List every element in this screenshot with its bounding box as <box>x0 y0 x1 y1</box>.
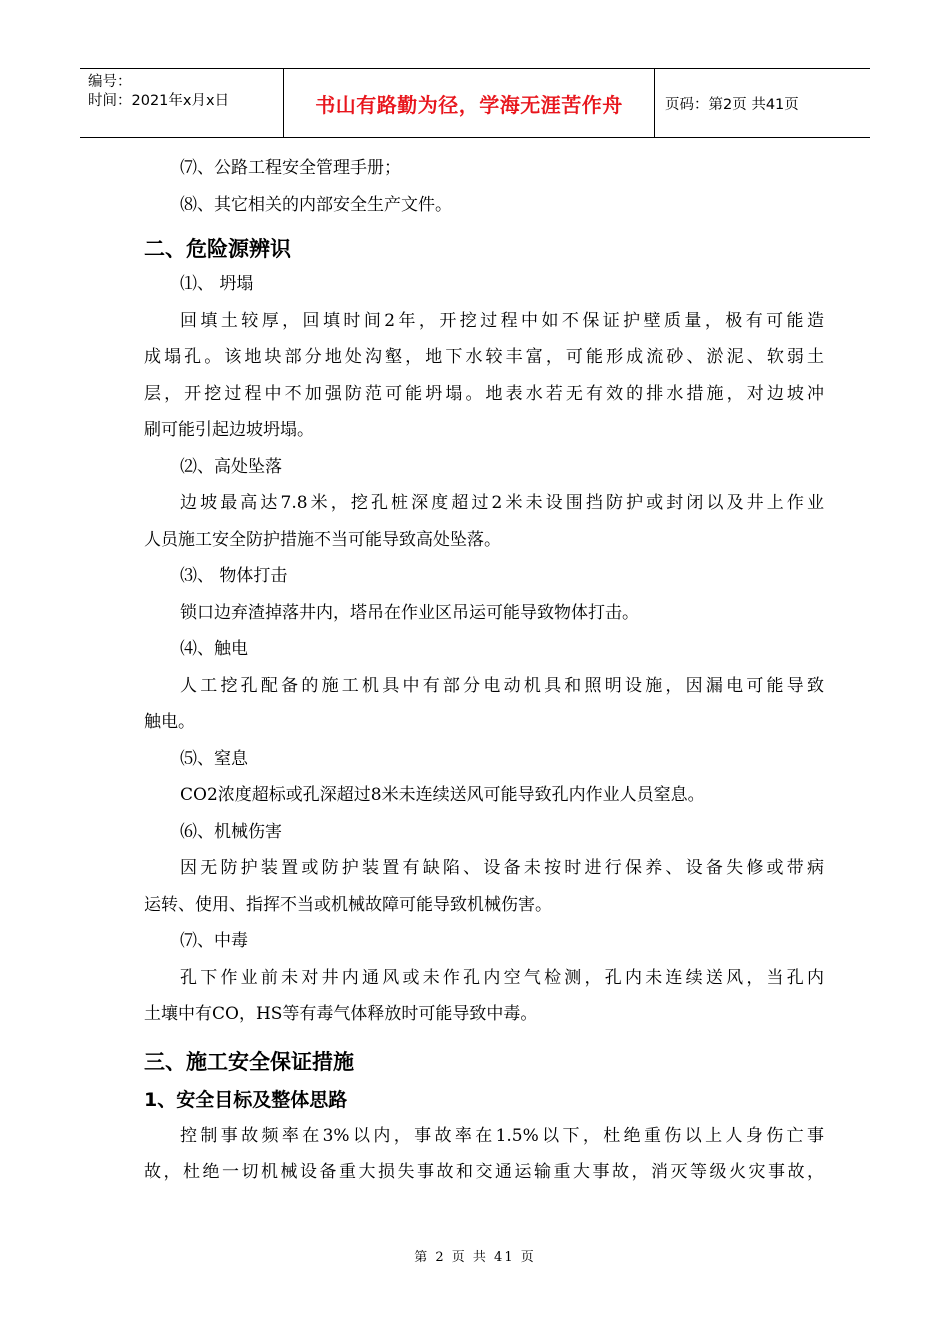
paragraph-line: 人员施工安全防护措施不当可能导致高处坠落。 <box>144 529 501 550</box>
paragraph-line: 控制事故频率在3%以内，事故率在1.5%以下，杜绝重伤以上人身伤亡事 <box>180 1125 824 1146</box>
paragraph-line: 孔下作业前未对井内通风或未作孔内空气检测，孔内未连续送风，当孔内 <box>180 967 824 988</box>
header-meta <box>80 69 283 137</box>
list-item: ⑻、其它相关的内部安全生产文件。 <box>180 194 452 215</box>
hazard-title: ⑵、高处坠落 <box>180 456 282 477</box>
header-page-info: 页码：第2页 共41页 <box>665 96 799 113</box>
paragraph-line: 回填土较厚，回填时间2年，开挖过程中如不保证护壁质量，极有可能造 <box>180 310 824 331</box>
hazard-title: ⑶、 物体打击 <box>180 566 288 586</box>
section-heading: 三、施工安全保证措施 <box>144 1049 354 1074</box>
document-header <box>80 68 870 138</box>
section-heading: 二、危险源辨识 <box>144 237 291 261</box>
hazard-title: ⑹、机械伤害 <box>180 821 282 842</box>
serial-label: 编号： <box>88 74 132 90</box>
paragraph-line: 因无防护装置或防护装置有缺陷、设备未按时进行保养、设备失修或带病 <box>180 858 824 878</box>
paragraph-line: 触电。 <box>144 712 195 732</box>
paragraph-line: 运转、使用、指挥不当或机械故障可能导致机械伤害。 <box>144 894 552 915</box>
time-label: 时间：2021年x月x日 <box>88 93 230 109</box>
paragraph-line: 土壤中有CO，HS等有毒气体释放时可能导致中毒。 <box>144 1004 538 1024</box>
hazard-title: ⑴、 坍塌 <box>180 274 254 294</box>
paragraph-line: 人工挖孔配备的施工机具中有部分电动机具和照明设施，因漏电可能导致 <box>180 675 824 696</box>
paragraph-line: 层，开挖过程中不加强防范可能坍塌。地表水若无有效的排水措施，对边坡冲 <box>144 383 824 404</box>
hazard-title: ⑸、窒息 <box>180 748 248 769</box>
hazard-title: ⑷、触电 <box>180 639 248 659</box>
paragraph-line: 锁口边弃渣掉落井内，塔吊在作业区吊运可能导致物体打击。 <box>180 602 639 623</box>
header-motto: 书山有路勤为径，学海无涯苦作舟 <box>283 69 655 137</box>
paragraph-line: 边坡最高达7.8米，挖孔桩深度超过2米未设围挡防护或封闭以及井上作业 <box>180 493 824 513</box>
paragraph-line: 故，杜绝一切机械设备重大损失事故和交通运输重大事故，消灭等级火灾事故， <box>144 1162 824 1182</box>
paragraph-line: CO2浓度超标或孔深超过8米未连续送风可能导致孔内作业人员窒息。 <box>180 785 705 805</box>
paragraph-line: 成塌孔。该地块部分地处沟壑，地下水较丰富，可能形成流砂、淤泥、软弱土 <box>144 347 824 367</box>
hazard-title: ⑺、中毒 <box>180 931 248 951</box>
document-body <box>144 150 824 1191</box>
page-footer: 第 2 页 共 41 页 <box>414 1250 536 1265</box>
subsection-heading: 1、安全目标及整体思路 <box>144 1088 348 1111</box>
list-item: ⑺、公路工程安全管理手册； <box>180 158 401 178</box>
paragraph-line: 刷可能引起边坡坍塌。 <box>144 420 314 440</box>
